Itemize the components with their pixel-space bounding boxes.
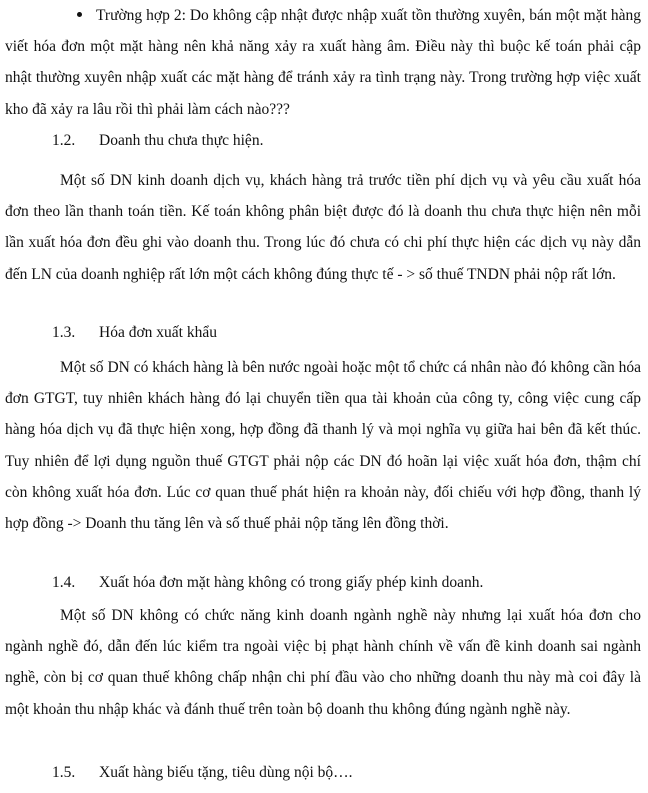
heading-title: Xuất hàng biếu tặng, tiêu dùng nội bộ….: [99, 764, 353, 781]
heading-1-3: [52, 317, 217, 348]
heading-title: Doanh thu chưa thực hiện.: [99, 132, 264, 149]
paragraph-1-3: Một số DN có khách hàng là bên nước ngoài hoặc một tổ chức cá nhân nào đó không cần hóa đơn GTGT, tuy nhiên khách hàng đó lại chuyển tiền qua tài khoản của công ty, công việc cung cấp hàng hóa dịch vụ đã thực hiện xong, hợp đồng đã thanh lý và mọi nghĩa vụ giữa hai bên đã kết thúc. Tuy nhiên để lợi dụng nguồn thuế GTGT phải nộp các DN đó hoãn lại việc xuất hóa đơn, thậm chí còn không xuất hóa đơn. Lúc cơ quan thuế phát hiện ra khoản này, đối chiếu với hợp đồng, thanh lý hợp đồng -> Doanh thu tăng lên và số thuế phải nộp tăng lên đồng thời.: [5, 359, 641, 533]
heading-1-5: [52, 757, 353, 788]
heading-number: 1.5.: [52, 764, 76, 781]
heading-1-2: [52, 125, 263, 156]
heading-number: 1.3.: [52, 324, 76, 341]
bullet-paragraph: [5, 0, 641, 125]
paragraph-1-4: Một số DN không có chức năng kinh doanh ngành nghề này nhưng lại xuất hóa đơn cho ngành nghề đó, dẫn đến lúc kiểm tra ngoài việc bị phạt hành chính về vấn đề kinh doanh sai ngành nghề, còn bị cơ quan thuế không chấp nhận chi phí đầu vào cho những doanh thu này mà coi đây là một khoản thu nhập khác và đánh thuế trên toàn bộ doanh thu không đúng ngành nghề này.: [5, 607, 641, 718]
heading-1-4: [52, 567, 483, 598]
bullet-text: Trường hợp 2: Do không cập nhật được nhập xuất tồn thường xuyên, bán một mặt hàng viết hóa đơn một mặt hàng nên khả năng xảy ra xuất hàng âm. Điều này thì buộc kế toán phải cập nhật thường xuyên nhập xuất các mặt hàng để tránh xảy ra tình trạng này. Trong trường hợp việc xuất kho đã xảy ra lâu rồi thì phải làm cách nào???: [5, 7, 641, 118]
heading-number: 1.2.: [52, 132, 76, 149]
heading-title: Hóa đơn xuất khẩu: [99, 324, 217, 341]
heading-number: 1.4.: [52, 574, 76, 591]
heading-title: Xuất hóa đơn mặt hàng không có trong giấy phép kinh doanh.: [99, 574, 484, 591]
bullet-icon: [77, 12, 82, 17]
paragraph-1-2: Một số DN kinh doanh dịch vụ, khách hàng trả trước tiền phí dịch vụ và yêu cầu xuất hóa đơn theo lần thanh toán tiền. Kế toán không phân biệt được đó là doanh thu chưa thực hiện nên mỗi lần xuất hóa đơn đều ghi vào doanh thu. Trong lúc đó chưa có chi phí thực hiện các dịch vụ này dẫn đến LN của doanh nghiệp rất lớn một cách không đúng thực tế - > số thuế TNDN phải nộp rất lớn.: [5, 172, 641, 283]
